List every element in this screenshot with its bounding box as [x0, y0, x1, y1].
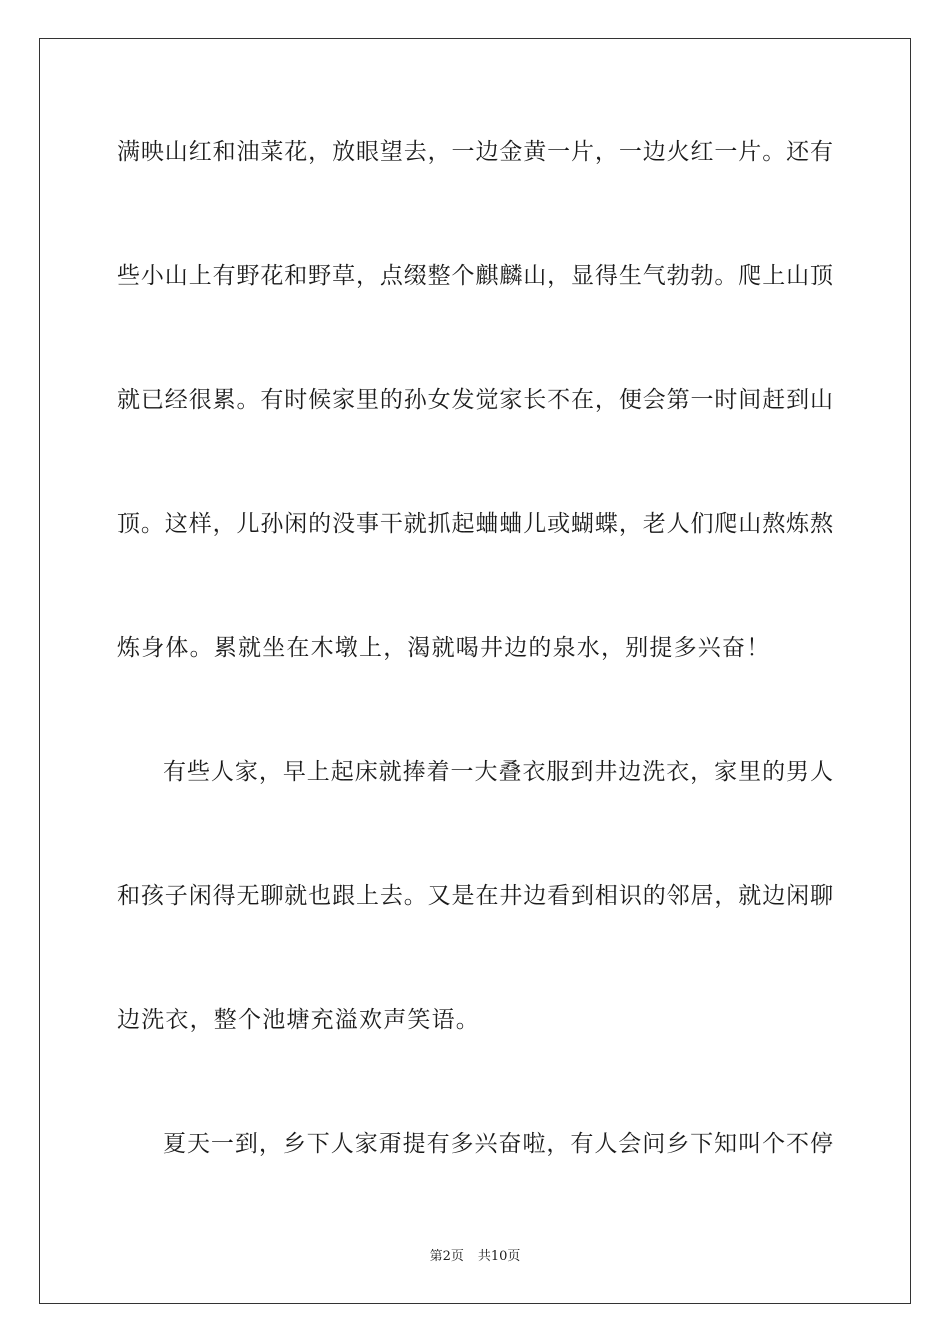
text-line: 和孩子闲得无聊就也跟上去。又是在井边看到相识的邻居，就边闲聊 [117, 883, 833, 909]
page-total: 共10页 [477, 1249, 521, 1264]
text-line: 些小山上有野花和野草，点缀整个麒麟山，显得生气勃勃。爬上山顶 [117, 263, 833, 289]
text-line: 有些人家，早上起床就捧着一大叠衣服到井边洗衣，家里的男人 [163, 759, 833, 785]
text-line: 边洗衣，整个池塘充溢欢声笑语。 [117, 1007, 480, 1033]
page-number: 第2页 [429, 1249, 464, 1264]
text-line: 顶。这样，儿孙闲的没事干就抓起蛐蛐儿或蝴蝶，老人们爬山熬炼熬 [117, 511, 833, 537]
text-line: 炼身体。累就坐在木墩上，渴就喝井边的泉水，别提多兴奋！ [117, 635, 771, 661]
text-line: 满映山红和油菜花，放眼望去，一边金黄一片，一边火红一片。还有 [117, 139, 833, 165]
text-line: 夏天一到，乡下人家甭提有多兴奋啦，有人会问乡下知叫个不停 [163, 1131, 833, 1157]
page-border [39, 38, 911, 1304]
page-footer [0, 1248, 950, 1266]
text-line: 就已经很累。有时候家里的孙女发觉家长不在，便会第一时间赶到山 [117, 387, 833, 413]
